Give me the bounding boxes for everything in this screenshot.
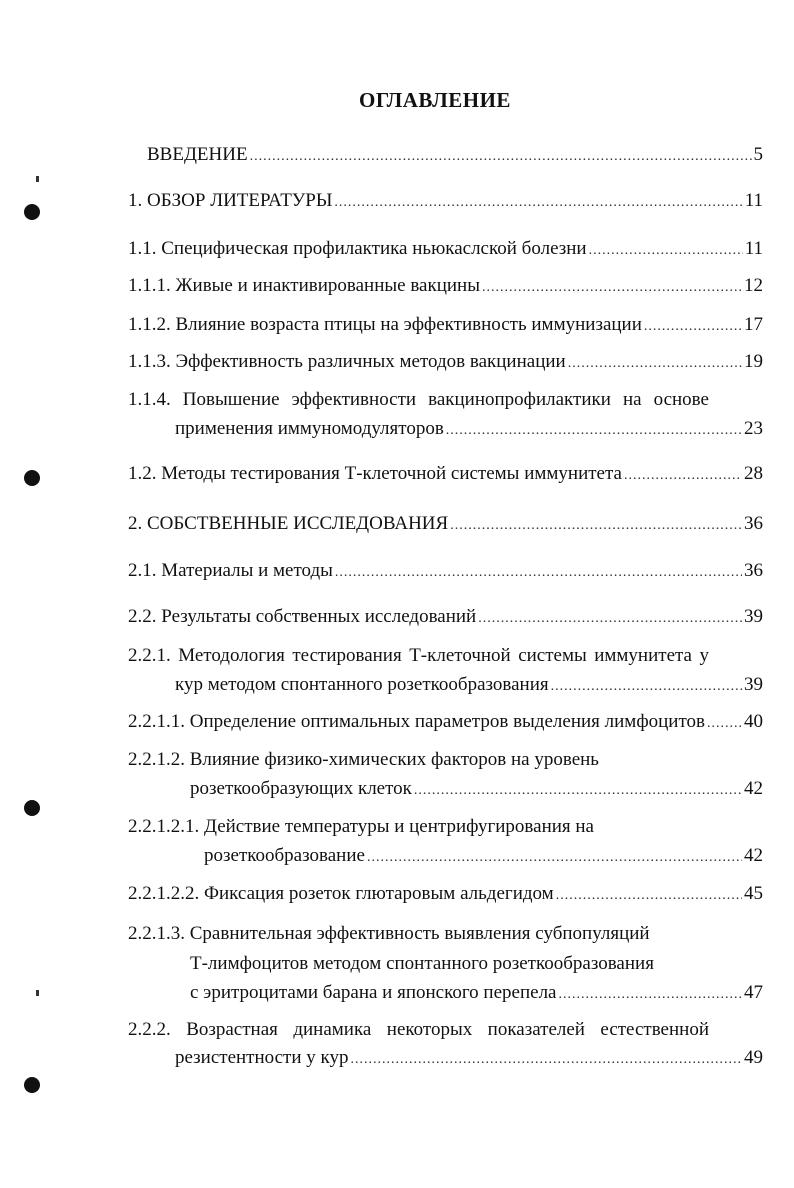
toc-entry-text: 2.2.1.1. Определение оптимальных параметров выделения лимфоцитов	[128, 711, 705, 732]
toc-leader-dots	[568, 352, 742, 376]
toc-page-number: 11	[744, 190, 763, 211]
toc-page-number: 39	[744, 674, 763, 695]
toc-word: некоторых	[386, 1019, 473, 1040]
scan-speck-mark	[36, 176, 39, 182]
toc-entry-1-1-3[interactable]	[128, 350, 763, 376]
toc-entry-text: 1.1.1. Живые и инактивированные вакцины	[128, 275, 480, 296]
toc-leader-dots	[450, 514, 742, 538]
toc-page-number: 39	[744, 606, 763, 627]
toc-leader-dots	[551, 675, 742, 699]
toc-entry-2-2-2-line2[interactable]	[175, 1046, 763, 1072]
toc-entry-text: 2. СОБСТВЕННЫЕ ИССЛЕДОВАНИЯ	[128, 513, 449, 534]
toc-leader-dots	[351, 1048, 743, 1072]
toc-entry-text: применения иммуномодуляторов	[175, 418, 444, 439]
toc-leader-dots	[335, 561, 742, 585]
toc-leader-dots	[482, 276, 742, 300]
toc-word: эффективности	[291, 389, 417, 410]
toc-entry-2-2-1-3-line1[interactable]	[128, 922, 763, 946]
toc-word: показателей	[487, 1019, 585, 1040]
toc-leader-dots	[589, 239, 743, 263]
toc-word: на	[622, 389, 642, 410]
toc-entry-1[interactable]	[128, 189, 763, 215]
toc-entry-introduction[interactable]	[147, 143, 763, 169]
toc-entry-2-2-1-2-line2[interactable]	[190, 777, 763, 803]
toc-entry-2-2-1-line2[interactable]	[175, 673, 763, 699]
toc-entry-2-2-1-2-1-line2[interactable]	[204, 844, 763, 870]
toc-page-number: 45	[744, 883, 763, 904]
toc-page-number: 47	[744, 982, 763, 1003]
toc-entry-text: с эритроцитами барана и японского перепела	[190, 982, 557, 1003]
toc-entry-1-1[interactable]	[128, 237, 763, 263]
toc-word: Т-клеточной	[409, 645, 511, 666]
punch-hole-mark	[24, 800, 40, 816]
toc-entry-2-2[interactable]	[128, 605, 763, 631]
toc-word: тестирования	[292, 645, 402, 666]
toc-word: Повышение	[182, 389, 280, 410]
toc-word: Методология	[178, 645, 285, 666]
toc-leader-dots	[556, 884, 742, 908]
toc-page-number: 42	[744, 845, 763, 866]
toc-entry-2-2-1-3-line2[interactable]	[190, 952, 763, 976]
toc-entry-2-2-1-2-2[interactable]	[128, 882, 763, 908]
toc-leader-dots	[367, 846, 742, 870]
toc-entry-2-2-1-3-line3[interactable]	[190, 981, 763, 1007]
toc-entry-text: ВВЕДЕНИЕ	[147, 144, 248, 165]
toc-page-number: 40	[744, 711, 763, 732]
toc-page-number: 5	[753, 144, 763, 165]
toc-leader-dots	[446, 419, 742, 443]
toc-entry-text: кур методом спонтанного розеткообразования	[175, 674, 549, 695]
toc-page-number: 11	[744, 238, 763, 259]
toc-entry-text: 1.1. Специфическая профилактика ньюкаслской болезни	[128, 238, 587, 259]
toc-entry-2[interactable]	[128, 512, 763, 538]
toc-entry-text: 2.2.1.2.2. Фиксация розеток глютаровым альдегидом	[128, 883, 554, 904]
toc-leader-dots	[478, 607, 742, 631]
page-title: ОГЛАВЛЕНИЕ	[359, 88, 511, 112]
toc-entry-text: 2.2.1.2. Влияние физико-химических факторов на уровень	[128, 749, 599, 770]
toc-entry-text: 2.1. Материалы и методы	[128, 560, 333, 581]
toc-page-number: 42	[744, 778, 763, 799]
toc-entry-2-2-1-line1[interactable]	[128, 644, 709, 668]
toc-entry-1-1-4-line2[interactable]	[175, 417, 763, 443]
punch-hole-mark	[24, 470, 40, 486]
toc-word: вакцинопрофилактики	[428, 389, 611, 410]
toc-word: основе	[653, 389, 709, 410]
toc-entry-text: 1.1.2. Влияние возраста птицы на эффективность иммунизации	[128, 314, 642, 335]
toc-entry-text: резистентности у кур	[175, 1047, 349, 1068]
toc-entry-1-2[interactable]	[128, 462, 763, 488]
toc-leader-dots	[558, 983, 742, 1007]
toc-word: естественной	[600, 1019, 709, 1040]
toc-leader-dots	[624, 464, 742, 488]
toc-word: динамика	[293, 1019, 372, 1040]
toc-entry-2-2-1-2-line1[interactable]	[128, 748, 763, 772]
toc-entry-text: 2.2.1.2.1. Действие температуры и центрифугирования на	[128, 816, 594, 837]
toc-page-number: 23	[744, 418, 763, 439]
toc-entry-text: розеткообразование	[204, 845, 365, 866]
toc-page-number: 36	[744, 560, 763, 581]
toc-entry-1-1-1[interactable]	[128, 274, 763, 300]
toc-word: Возрастная	[186, 1019, 278, 1040]
toc-page-number: 19	[744, 351, 763, 372]
toc-word: 2.2.1.	[128, 645, 171, 666]
toc-entry-1-1-2[interactable]	[128, 313, 763, 339]
toc-entry-text: 1.2. Методы тестирования Т-клеточной системы иммунитета	[128, 463, 622, 484]
toc-word: системы	[518, 645, 587, 666]
punch-hole-mark	[24, 1077, 40, 1093]
toc-leader-dots	[414, 779, 742, 803]
toc-word: 2.2.2.	[128, 1019, 171, 1040]
toc-entry-text: 2.2. Результаты собственных исследований	[128, 606, 477, 627]
toc-word: у	[699, 645, 709, 666]
scan-speck-mark	[36, 990, 39, 996]
toc-word: иммунитета	[594, 645, 692, 666]
toc-page-number: 12	[744, 275, 763, 296]
toc-entry-1-1-4-line1[interactable]	[128, 388, 709, 412]
punch-hole-mark	[24, 204, 40, 220]
toc-entry-text: розеткообразующих клеток	[190, 778, 412, 799]
toc-entry-text: Т-лимфоцитов методом спонтанного розеткообразования	[190, 953, 654, 974]
toc-leader-dots	[707, 712, 742, 736]
toc-entry-text: 1.1.3. Эффективность различных методов вакцинации	[128, 351, 566, 372]
toc-leader-dots	[644, 315, 742, 339]
toc-page-number: 49	[744, 1047, 763, 1068]
toc-entry-text: 2.2.1.3. Сравнительная эффективность выявления субпопуляций	[128, 923, 650, 944]
toc-entry-2-2-2-line1[interactable]	[128, 1018, 709, 1042]
toc-leader-dots	[250, 145, 752, 169]
toc-word: 1.1.4.	[128, 389, 171, 410]
toc-page-number: 28	[744, 463, 763, 484]
toc-leader-dots	[334, 191, 742, 215]
toc-entry-2-1[interactable]	[128, 559, 763, 585]
toc-entry-text: 1. ОБЗОР ЛИТЕРАТУРЫ	[128, 190, 333, 211]
toc-entry-2-2-1-1[interactable]	[128, 710, 763, 736]
toc-page-number: 17	[744, 314, 763, 335]
toc-page-number: 36	[744, 513, 763, 534]
toc-entry-2-2-1-2-1-line1[interactable]	[128, 815, 763, 839]
